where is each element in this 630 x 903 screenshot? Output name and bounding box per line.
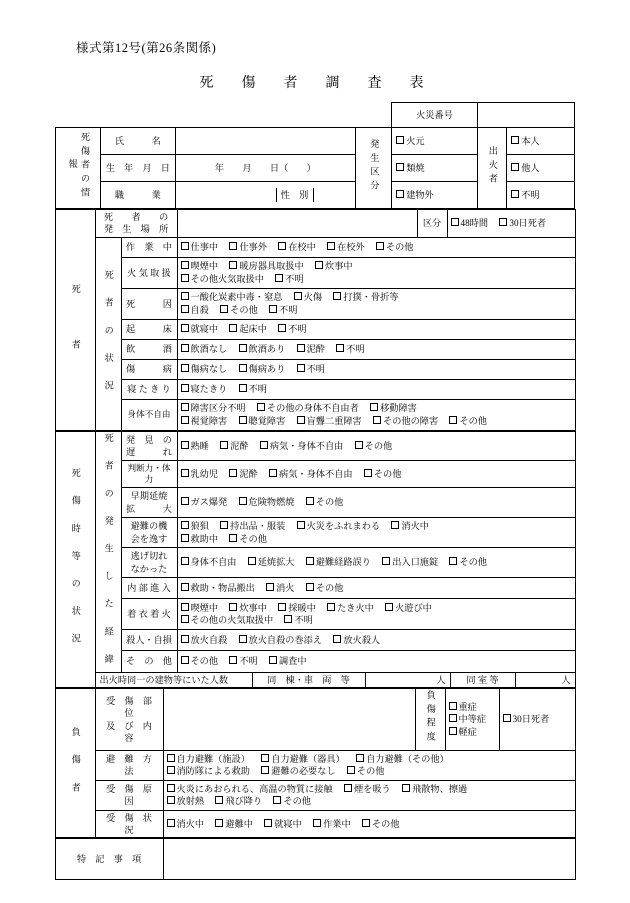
- table-row: [55, 210, 575, 238]
- dead-status-label: 死 者 の 状 況: [95, 237, 121, 430]
- dead-row-label-7: 身体不自由: [121, 399, 177, 430]
- occupation-gender-group: [175, 182, 356, 209]
- injury-death30-option[interactable]: 30日死者: [499, 689, 575, 751]
- table-row: [55, 339, 575, 359]
- table-row: [55, 750, 575, 780]
- dead-row-label-6: 寝 た き り: [121, 379, 177, 399]
- table-row: [55, 288, 575, 319]
- table-row: [56, 103, 575, 128]
- circumstance-row-label-0: 発 見 の 遅 れ: [121, 431, 177, 461]
- table-row: [55, 319, 575, 339]
- dead-row-options-7[interactable]: 障害区分不明 その他の身体不自由者 移動障害 視覚障害 聴覚障害 盲聾二重障害 その他の障害 その他: [177, 399, 575, 430]
- circumstance-row-options-1[interactable]: 乳幼児 泥酔 病気・身体不自由 その他: [177, 461, 575, 488]
- injury-cause-label: 受 傷 原 因: [95, 780, 163, 810]
- dead-row-options-1[interactable]: 喫煙中 暖房器具取扱中 炊事中 その他火気取扱中 不明: [177, 257, 575, 288]
- persons-count-label: 出火時同一の建物等にいた人数: [96, 673, 253, 687]
- building-value[interactable]: 人: [365, 673, 450, 687]
- table-row: [55, 672, 575, 687]
- dead-section-label: 死 者: [55, 210, 95, 431]
- circumstance-row-label-1: 判断力・体力: [121, 461, 177, 488]
- dead-row-label-5: 傷 病: [121, 359, 177, 379]
- circumstance-table: [55, 431, 576, 688]
- circumstance-row-label-4: 逃げ切れ なかった: [121, 548, 177, 578]
- circumstance-col-label: 死 者 の 発 生 し た 経 緯: [95, 431, 121, 672]
- dead-row-label-4: 飲 酒: [121, 339, 177, 359]
- dead-person-table: [55, 209, 576, 431]
- injury-table: [55, 688, 576, 838]
- table-row: [55, 461, 575, 488]
- dead-row-label-3: 起 床: [121, 319, 177, 339]
- table-row: [55, 780, 575, 810]
- origin-label: 発生区分: [356, 128, 392, 209]
- table-row: [55, 488, 575, 518]
- table-row: [55, 517, 575, 547]
- spacer-cell: [175, 103, 356, 128]
- birth-value[interactable]: 年 月 日（ ）: [175, 155, 356, 182]
- table-row: [55, 651, 575, 673]
- dead-row-options-6[interactable]: 寝たきり 不明: [177, 379, 575, 399]
- attend-option-0[interactable]: 本人: [507, 128, 575, 155]
- table-row: [55, 548, 575, 578]
- remarks-value[interactable]: [163, 839, 575, 880]
- circumstance-row-options-0[interactable]: 熟睡 泥酔 病気・身体不自由 その他: [177, 431, 575, 461]
- origin-option-2[interactable]: 建物外: [392, 182, 478, 209]
- dead-row-options-0[interactable]: 仕事中 仕事外 在校中 在校外 その他: [177, 237, 575, 257]
- fire-number-value[interactable]: [477, 103, 574, 128]
- circumstance-row-label-3: 避難の機 会を逸す: [121, 517, 177, 547]
- circumstance-row-options-3[interactable]: 狼狽 持出品・服装 火災をふれまわる 消火中 救助中 その他: [177, 517, 575, 547]
- attend-label: 出火者: [477, 128, 506, 209]
- injury-degree-label: 負傷程度: [415, 689, 445, 751]
- injury-part-value[interactable]: [163, 689, 415, 751]
- room-label: 同 室 等: [450, 673, 515, 687]
- table-row: [55, 810, 575, 838]
- form-number: 様式第12号(第26条関係): [76, 41, 217, 55]
- table-row: [55, 577, 575, 598]
- death-category-label: 区分: [417, 210, 447, 238]
- gender-label: 性 別: [276, 188, 313, 202]
- table-row: [55, 257, 575, 288]
- injury-part-label: 受 傷 部 位 及 び 内 容: [95, 689, 163, 751]
- fire-number-label: 火災番号: [392, 103, 478, 128]
- circumstance-row-options-8[interactable]: その他 不明 調査中: [177, 651, 575, 673]
- origin-option-1[interactable]: 類焼: [392, 155, 478, 182]
- spacer-cell: [56, 103, 101, 128]
- table-row: [55, 399, 575, 430]
- dead-row-label-1: 火 気 取 扱: [121, 257, 177, 288]
- attend-option-2[interactable]: 不明: [507, 182, 575, 209]
- birth-label: 生 年 月 日: [101, 155, 175, 182]
- building-label: 同 棟・車 両 等: [252, 673, 365, 687]
- dead-row-label-2: 死 因: [121, 288, 177, 319]
- name-value[interactable]: [175, 128, 356, 155]
- circumstance-section-label: 死 傷 時 等 の 状 況: [55, 431, 95, 687]
- circumstance-row-options-7[interactable]: 放火自殺 放火自殺の巻添え 放火殺人: [177, 629, 575, 650]
- dead-row-options-3[interactable]: 就寝中 起床中 不明: [177, 319, 575, 339]
- injury-section-label: 負 傷 者: [55, 689, 95, 838]
- table-row: [55, 689, 575, 751]
- remarks-label: 特 記 事 項: [55, 839, 163, 880]
- table-row: [55, 379, 575, 399]
- death-place-label: 死 者 の 発 生 場 所: [95, 210, 177, 238]
- table-row: [55, 599, 575, 629]
- gender-value[interactable]: [313, 188, 355, 202]
- circumstance-row-options-5[interactable]: 救助・物品搬出 消火 その他: [177, 577, 575, 598]
- table-row: [55, 359, 575, 379]
- circumstance-row-label-7: 殺人・自損: [121, 629, 177, 650]
- occupation-label: 職 業: [101, 182, 175, 209]
- header-table: [55, 102, 575, 209]
- injury-situation-label: 受 傷 状 況: [95, 810, 163, 838]
- page-title: 死 傷 者 調 査 表: [199, 76, 431, 91]
- injury-situation-options[interactable]: 消火中 避難中 就寝中 作業中 その他: [163, 810, 575, 838]
- dead-row-label-0: 作 業 中: [121, 237, 177, 257]
- death-category-options[interactable]: 48時間 30日死者: [447, 210, 575, 238]
- attend-option-1[interactable]: 他人: [507, 155, 575, 182]
- dead-row-options-2[interactable]: 一酸化炭素中毒・窒息 火傷 打撲・骨折等 自殺 その他 不明: [177, 288, 575, 319]
- name-label: 氏 名: [101, 128, 175, 155]
- remarks-table: [55, 838, 576, 880]
- circumstance-row-options-4[interactable]: 身体不自由 延焼拡大 避難経路誤り 出入口施錠 その他: [177, 548, 575, 578]
- circumstance-row-label-6: 着 衣 着 火: [121, 599, 177, 629]
- spacer-cell: [101, 103, 175, 128]
- circumstance-row-label-2: 早期延焼 拡 大: [121, 488, 177, 518]
- room-value[interactable]: 人: [561, 674, 571, 685]
- evacuation-method-options[interactable]: 自力避難（施設） 自力避難（器具） 自力避難（その他） 消防隊による救助 避難の必要なし その他: [163, 750, 575, 780]
- table-row: [55, 629, 575, 650]
- table-row: [55, 237, 575, 257]
- table-row: [56, 128, 575, 155]
- occupation-value[interactable]: [176, 188, 277, 202]
- spacer-cell: [356, 103, 392, 128]
- origin-option-0[interactable]: 火元: [392, 128, 478, 155]
- table-row: [55, 839, 575, 880]
- victim-info-label: 死傷者の情報: [56, 128, 101, 209]
- circumstance-row-label-5: 内 部 進 入: [121, 577, 177, 598]
- circumstance-row-options-6[interactable]: 喫煙中 炊事中 採暖中 たき火中 火遊び中 その他の火気取扱中 不明: [177, 599, 575, 629]
- circumstance-row-options-2[interactable]: ガス爆発 危険物燃焼 その他: [177, 488, 575, 518]
- table-row: [55, 431, 575, 461]
- persons-count-group: [95, 672, 575, 687]
- injury-cause-options[interactable]: 火炎にあおられる、高温の物質に接触 煙を吸う 飛散物、擦過 放射熱 飛び降り その他: [163, 780, 575, 810]
- evacuation-method-label: 避 難 方 法: [95, 750, 163, 780]
- death-place-value[interactable]: [177, 210, 417, 238]
- dead-row-options-4[interactable]: 飲酒なし 飲酒あり 泥酔 不明: [177, 339, 575, 359]
- circumstance-row-label-8: そ の 他: [121, 651, 177, 673]
- injury-degree-options[interactable]: 重症 中等症 軽症: [445, 689, 499, 751]
- dead-row-options-5[interactable]: 傷病なし 傷病あり 不明: [177, 359, 575, 379]
